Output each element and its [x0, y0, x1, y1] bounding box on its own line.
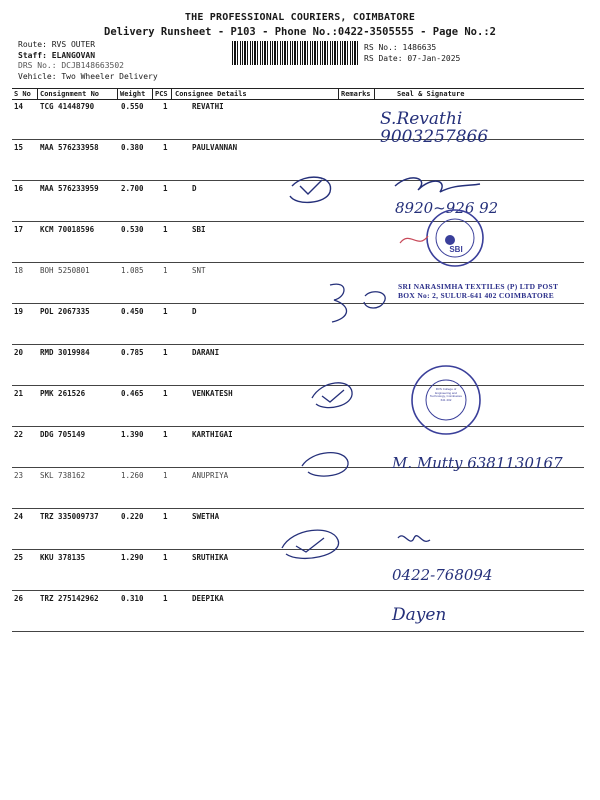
row-sno: 21 — [14, 389, 24, 398]
staff-label: Staff: ELANGOVAN — [18, 50, 96, 60]
row-consignee: PAULVANNAN — [192, 143, 238, 152]
row-consignee: ANUPRIYA — [192, 471, 229, 480]
route-label: Route: RVS OUTER — [18, 40, 96, 49]
row-weight: 1.390 — [121, 430, 144, 439]
row-consignment: DDG 705149 — [40, 430, 86, 439]
row-sno: 19 — [14, 307, 24, 316]
r25-phone: 0422-768094 — [392, 566, 493, 584]
row-weight: 0.550 — [121, 102, 144, 111]
row-weight: 0.785 — [121, 348, 144, 357]
row-weight: 2.700 — [121, 184, 144, 193]
col-consignment: Consignment No — [40, 90, 100, 98]
row-sno: 16 — [14, 184, 24, 193]
row-pcs: 1 — [163, 348, 168, 357]
col-seal: Seal & Signature — [397, 90, 465, 98]
row-weight: 1.260 — [121, 471, 144, 480]
row-pcs: 1 — [163, 430, 168, 439]
row-weight: 1.085 — [121, 266, 144, 275]
row-consignee: SWETHA — [192, 512, 220, 521]
row-pcs: 1 — [163, 225, 168, 234]
r22-signature: M. Mutty 6381130167 — [392, 454, 563, 472]
row-pcs: 1 — [163, 307, 168, 316]
col-pcs: PCS — [155, 90, 168, 98]
row-consignment: TRZ 275142962 — [40, 594, 99, 603]
r14-signature: S.Revathi — [380, 109, 463, 129]
row-consignee: KARTHIGAI — [192, 430, 233, 439]
row-consignee: SRUTHIKA — [192, 553, 229, 562]
vehicle-label: Vehicle: Two Wheeler Delivery — [18, 71, 158, 81]
row-pcs: 1 — [163, 184, 168, 193]
row-consignee: SBI — [192, 225, 206, 234]
row-pcs: 1 — [163, 389, 168, 398]
rs-number: RS No.: 1486635 — [364, 43, 437, 52]
row-sno: 14 — [14, 102, 24, 111]
row-weight: 0.310 — [121, 594, 144, 603]
tick-mark-icon — [312, 383, 352, 408]
row-consignment: POL 2067335 — [40, 307, 90, 316]
row-pcs: 1 — [163, 471, 168, 480]
row-consignment: TRZ 335009737 — [40, 512, 99, 521]
row-sno: 22 — [14, 430, 24, 439]
row-sno: 15 — [14, 143, 24, 152]
row-consignment: KCM 70018596 — [40, 225, 95, 234]
row-consignment: BOH 5250801 — [40, 266, 90, 275]
row-sno: 23 — [14, 471, 24, 480]
tick-mark-icon — [302, 453, 348, 476]
col-consignee: Consignee Details — [175, 90, 247, 98]
row-consignee: DEEPIKA — [192, 594, 224, 603]
drs-label: DRS No.: DCJB148663502 — [18, 61, 124, 70]
row-weight: 0.465 — [121, 389, 144, 398]
row-weight: 0.220 — [121, 512, 144, 521]
r26-signature: Dayen — [392, 605, 447, 625]
r25-signature — [398, 536, 430, 542]
row-consignment: PMK 261526 — [40, 389, 86, 398]
rs-date: RS Date: 07-Jan-2025 — [364, 54, 461, 63]
row-sno: 26 — [14, 594, 24, 603]
row-pcs: 1 — [163, 143, 168, 152]
company-title: THE PROFESSIONAL COURIERS, COIMBATORE — [184, 12, 416, 23]
row-consignee: D — [192, 307, 197, 316]
runsheet-title: Delivery Runsheet - P103 - Phone No.:0422-3505555 - Page No.:2 — [104, 26, 496, 38]
col-sno: S No — [14, 90, 31, 98]
row-pcs: 1 — [163, 512, 168, 521]
col-remarks: Remarks — [341, 90, 371, 98]
tick-mark-icon — [290, 177, 331, 202]
r16-signature — [395, 178, 480, 192]
row-sno: 25 — [14, 553, 24, 562]
row-pcs: 1 — [163, 553, 168, 562]
row-consignment: SKL 738162 — [40, 471, 86, 480]
row-pcs: 1 — [163, 102, 168, 111]
red-mark — [400, 236, 428, 243]
row-sno: 18 — [14, 266, 24, 275]
r16-phone: 8920~926 92 — [395, 199, 499, 217]
snt-stamp — [398, 282, 568, 320]
row-pcs: 1 — [163, 266, 168, 275]
row-consignee: D — [192, 184, 197, 193]
row-consignment: RMD 3019984 — [40, 348, 90, 357]
row-consignment: MAA 576233958 — [40, 143, 99, 152]
snt-stamp-text: SRI NARASIMHA TEXTILES (P) LTD POST BOX No: 2, SULUR-641 402 COIMBATORE — [398, 282, 559, 300]
col-weight: Weight — [120, 90, 146, 98]
tick-mark-icon — [364, 292, 385, 308]
sbi-stamp — [427, 210, 483, 266]
row-weight: 0.450 — [121, 307, 144, 316]
row-pcs: 1 — [163, 594, 168, 603]
bracket-mark — [330, 284, 347, 322]
row-consignee: DARANI — [192, 348, 220, 357]
row-consignment: MAA 576233959 — [40, 184, 99, 193]
college-stamp — [412, 366, 480, 434]
row-weight: 0.530 — [121, 225, 144, 234]
row-consignee: SNT — [192, 266, 206, 275]
sbi-stamp-text: SBI — [449, 245, 463, 254]
row-consignee: VENKATESH — [192, 389, 233, 398]
row-weight: 0.380 — [121, 143, 144, 152]
row-consignment: TCG 41448790 — [40, 102, 95, 111]
row-sno: 20 — [14, 348, 24, 357]
row-consignment: KKU 378135 — [40, 553, 86, 562]
college-stamp-text: RVS College of Engineering and Technology, Coimbatore 641 402 — [429, 388, 463, 402]
r14-phone: 9003257866 — [380, 127, 489, 147]
tick-mark-icon — [282, 530, 339, 558]
row-sno: 24 — [14, 512, 24, 521]
row-weight: 1.290 — [121, 553, 144, 562]
row-consignee: REVATHI — [192, 102, 224, 111]
row-sno: 17 — [14, 225, 24, 234]
